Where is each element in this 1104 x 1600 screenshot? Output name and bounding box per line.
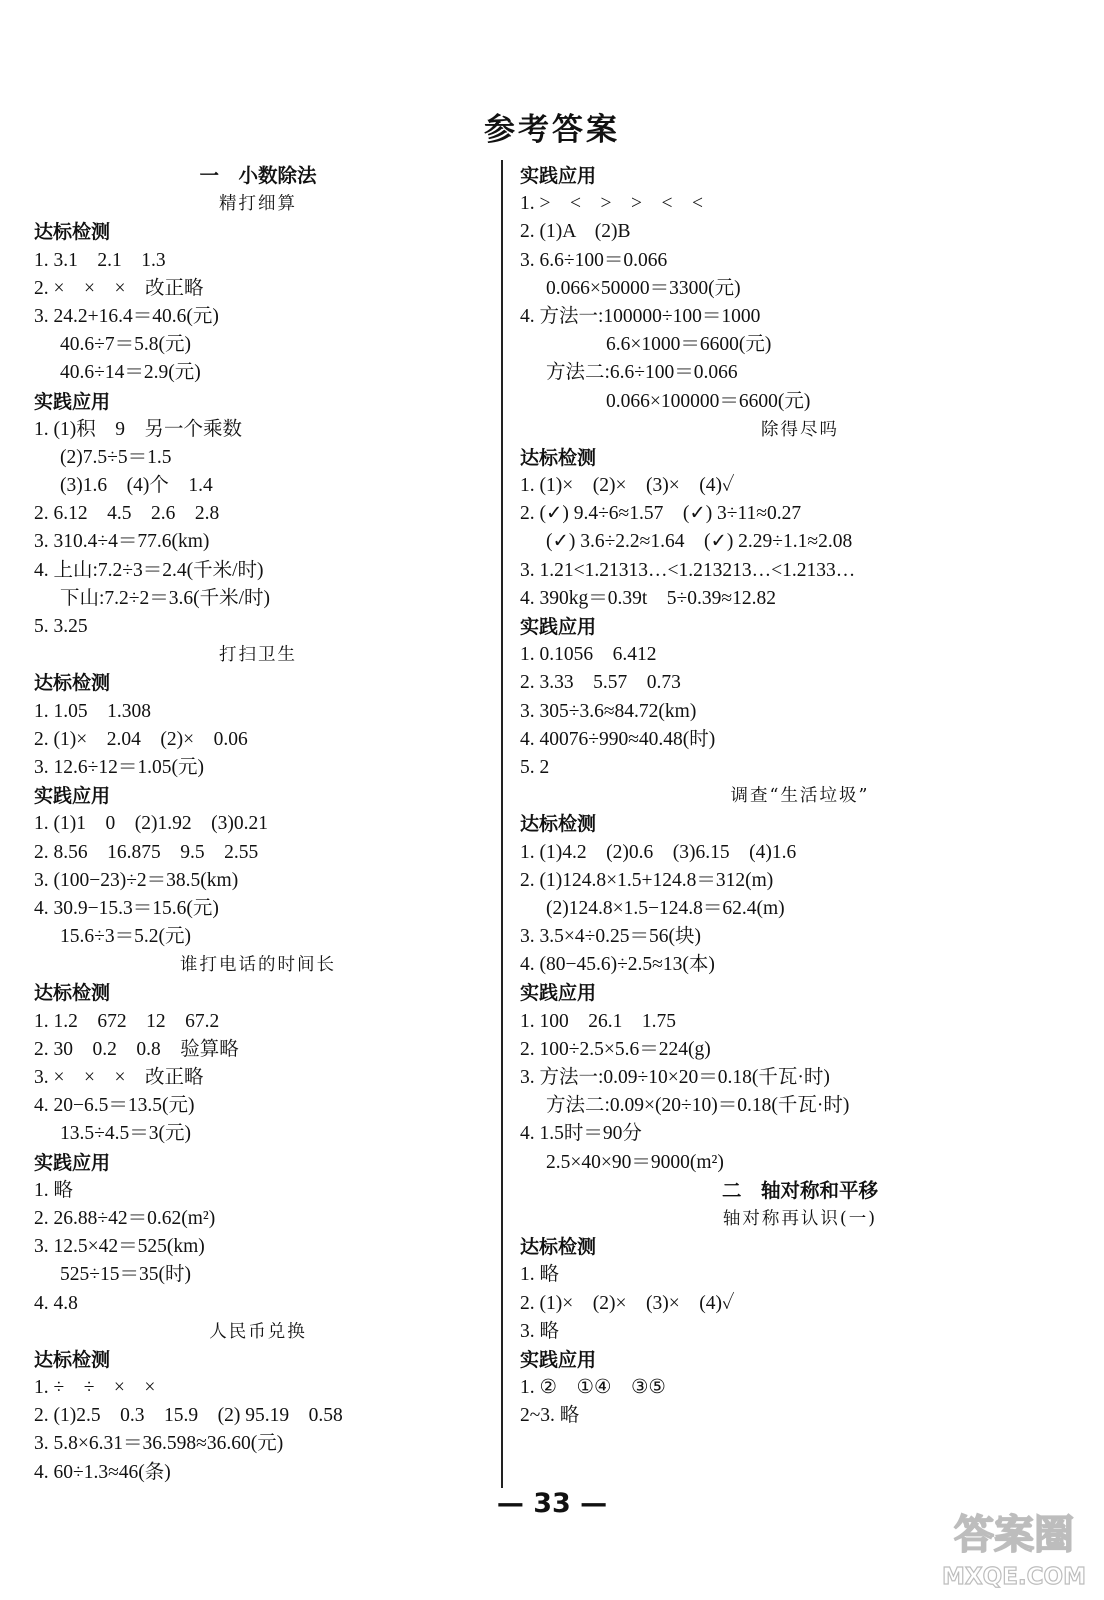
answer-line: 4. 390kg＝0.39t 5÷0.39≈12.82 [520, 587, 776, 609]
answer-line: 1. 3.1 2.1 1.3 [34, 249, 166, 271]
section-heading: 实践应用 [34, 785, 111, 808]
answer-line: 1. (1)4.2 (2)0.6 (3)6.15 (4)1.6 [520, 841, 797, 863]
answer-line: 2. × × × 改正略 [34, 277, 204, 299]
answer-line: 2. (✓) 9.4÷6≈1.57 (✓) 3÷11≈0.27 [520, 503, 802, 525]
chapter-title: 二 轴对称和平移 [721, 1178, 878, 1202]
column-divider [501, 160, 503, 1488]
answer-line: 下山:7.2÷2＝3.6(千米/时) [60, 587, 271, 609]
watermark-logo [934, 1500, 1094, 1592]
lesson-title: 轴对称再认识(一) [722, 1208, 878, 1229]
answer-line: 2. (1)× (2)× (3)× (4)✓ [520, 1292, 735, 1314]
answer-line: 525÷15＝35(时) [60, 1264, 191, 1286]
answer-line: 1. 0.1056 6.412 [520, 644, 657, 666]
answer-line: 3. (100−23)÷2＝38.5(km) [34, 869, 239, 891]
section-heading: 实践应用 [520, 982, 597, 1005]
section-heading: 实践应用 [520, 1348, 597, 1371]
answer-line: 3. 1.21<1.21313…<1.213213…<1.2133… [520, 559, 856, 581]
answer-line: (✓) 3.6÷2.2≈1.64 (✓) 2.29÷1.1≈2.08 [546, 531, 853, 553]
answer-line: 40.6÷14＝2.9(元) [60, 362, 201, 384]
section-heading: 实践应用 [34, 1151, 111, 1174]
answer-line: 15.6÷3＝5.2(元) [60, 926, 191, 948]
section-heading: 达标检测 [520, 446, 597, 469]
answer-line: 2. 26.88÷42＝0.62(m²) [34, 1207, 216, 1229]
answer-line: 2. 6.12 4.5 2.6 2.8 [34, 503, 220, 525]
answer-line: 1. ② ①④ ③⑤ [520, 1377, 666, 1399]
section-heading: 实践应用 [520, 165, 597, 187]
answer-line: 0.066×100000＝6600(元) [606, 390, 811, 412]
lesson-title: 调查“生活垃圾” [730, 786, 870, 807]
left-column [34, 162, 482, 1487]
page-title: 参考答案 [484, 112, 620, 148]
answer-line: 4. 40076÷990≈40.48(时) [520, 728, 716, 750]
answer-line: 1. (1)1 0 (2)1.92 (3)0.21 [34, 813, 268, 835]
watermark-url: MXQE.COM [942, 1564, 1086, 1590]
answer-line: 1. 1.2 672 12 67.2 [34, 1010, 220, 1032]
right-column [520, 162, 1080, 1430]
answer-line: 1. 略 [34, 1179, 74, 1201]
section-heading: 达标检测 [34, 221, 111, 244]
answer-line: 3. 6.6÷100＝0.066 [520, 249, 668, 271]
section-heading: 达标检测 [520, 1236, 597, 1259]
lesson-title: 人民币兑换 [209, 1321, 307, 1342]
page-number: — 33 — [496, 1488, 608, 1519]
answer-line: 2. (1)124.8×1.5+124.8＝312(m) [520, 869, 774, 891]
answer-line: 4. 1.5时＝90分 [520, 1123, 642, 1145]
answer-line: 0.066×50000＝3300(元) [546, 277, 741, 299]
answer-line: 13.5÷4.5＝3(元) [60, 1123, 191, 1145]
answer-line: (2)7.5÷5＝1.5 [60, 446, 172, 468]
answer-line: 3. 方法一:0.09÷10×20＝0.18(千瓦·时) [520, 1067, 830, 1088]
answer-line: 1. ÷ ÷ × × [34, 1377, 156, 1399]
answer-line: 4. 60÷1.3≈46(条) [34, 1461, 171, 1483]
answer-line: 5. 3.25 [34, 616, 88, 637]
answer-line: 2. (1)2.5 0.3 15.9 (2) 95.19 0.58 [34, 1405, 343, 1427]
answer-line: 3. 5.8×6.31＝36.598≈36.60(元) [34, 1433, 284, 1455]
lesson-title: 谁打电话的时间长 [180, 955, 336, 976]
lesson-title: 精打细算 [219, 194, 297, 215]
section-heading: 实践应用 [34, 390, 111, 413]
answer-line: 3. × × × 改正略 [34, 1067, 204, 1088]
answer-line: 3. 24.2+16.4＝40.6(元) [34, 305, 219, 327]
section-heading: 达标检测 [520, 813, 597, 836]
answer-line: 1. 100 26.1 1.75 [520, 1010, 677, 1032]
answer-line: 2.5×40×90＝9000(m²) [546, 1151, 724, 1173]
lesson-title: 除得尽吗 [761, 419, 839, 440]
section-heading: 达标检测 [34, 1348, 111, 1371]
answer-line: 方法二:6.6÷100＝0.066 [546, 362, 738, 384]
section-heading: 达标检测 [34, 672, 111, 695]
answer-line: 4. 方法一:100000÷100＝1000 [520, 305, 761, 327]
answer-line: 40.6÷7＝5.8(元) [60, 334, 191, 356]
answer-line: 2. 3.33 5.57 0.73 [520, 672, 681, 694]
answer-line: 1. (1)× (2)× (3)× (4)✓ [520, 475, 735, 497]
answer-line: 5. 2 [520, 756, 550, 778]
answer-line: 1. 略 [520, 1264, 560, 1286]
answer-line: 4. 20−6.5＝13.5(元) [34, 1095, 195, 1117]
answer-line: 6.6×1000＝6600(元) [606, 334, 772, 356]
answer-line: 2. 8.56 16.875 9.5 2.55 [34, 841, 259, 863]
answer-line: 2. (1)A (2)B [520, 221, 631, 243]
chapter-title: 一 小数除法 [199, 164, 317, 187]
answer-line: 3. 12.6÷12＝1.05(元) [34, 756, 204, 778]
answer-line: 2~3. 略 [520, 1405, 580, 1427]
answer-line: 3. 略 [520, 1320, 560, 1342]
answer-line: 方法二:0.09×(20÷10)＝0.18(千瓦·时) [546, 1095, 850, 1117]
lesson-title: 打扫卫生 [219, 645, 297, 666]
answer-line: (3)1.6 (4)个 1.4 [60, 475, 213, 497]
answer-line: 2. 30 0.2 0.8 验算略 [34, 1038, 239, 1060]
answer-line: 4. 30.9−15.3＝15.6(元) [34, 897, 219, 919]
section-heading: 达标检测 [34, 982, 111, 1005]
answer-line: 3. 310.4÷4＝77.6(km) [34, 531, 210, 553]
answer-line: 4. 上山:7.2÷3＝2.4(千米/时) [34, 559, 264, 581]
answer-line: 1. > < > > < < [520, 193, 703, 215]
watermark-text: 答案圈 [954, 1512, 1074, 1558]
answer-line: (2)124.8×1.5−124.8＝62.4(m) [546, 897, 785, 919]
answer-line: 4. 4.8 [34, 1292, 78, 1314]
answer-line: 1. 1.05 1.308 [34, 700, 152, 722]
answer-line: 3. 305÷3.6≈84.72(km) [520, 700, 697, 722]
answer-line: 3. 12.5×42＝525(km) [34, 1236, 205, 1258]
answer-line: 4. (80−45.6)÷2.5≈13(本) [520, 954, 715, 976]
answer-line: 3. 3.5×4÷0.25＝56(块) [520, 926, 701, 948]
answer-line: 2. 100÷2.5×5.6＝224(g) [520, 1038, 711, 1060]
section-heading: 实践应用 [520, 616, 597, 638]
answer-line: 2. (1)× 2.04 (2)× 0.06 [34, 728, 248, 750]
answer-line: 1. (1)积 9 另一个乘数 [34, 418, 242, 440]
